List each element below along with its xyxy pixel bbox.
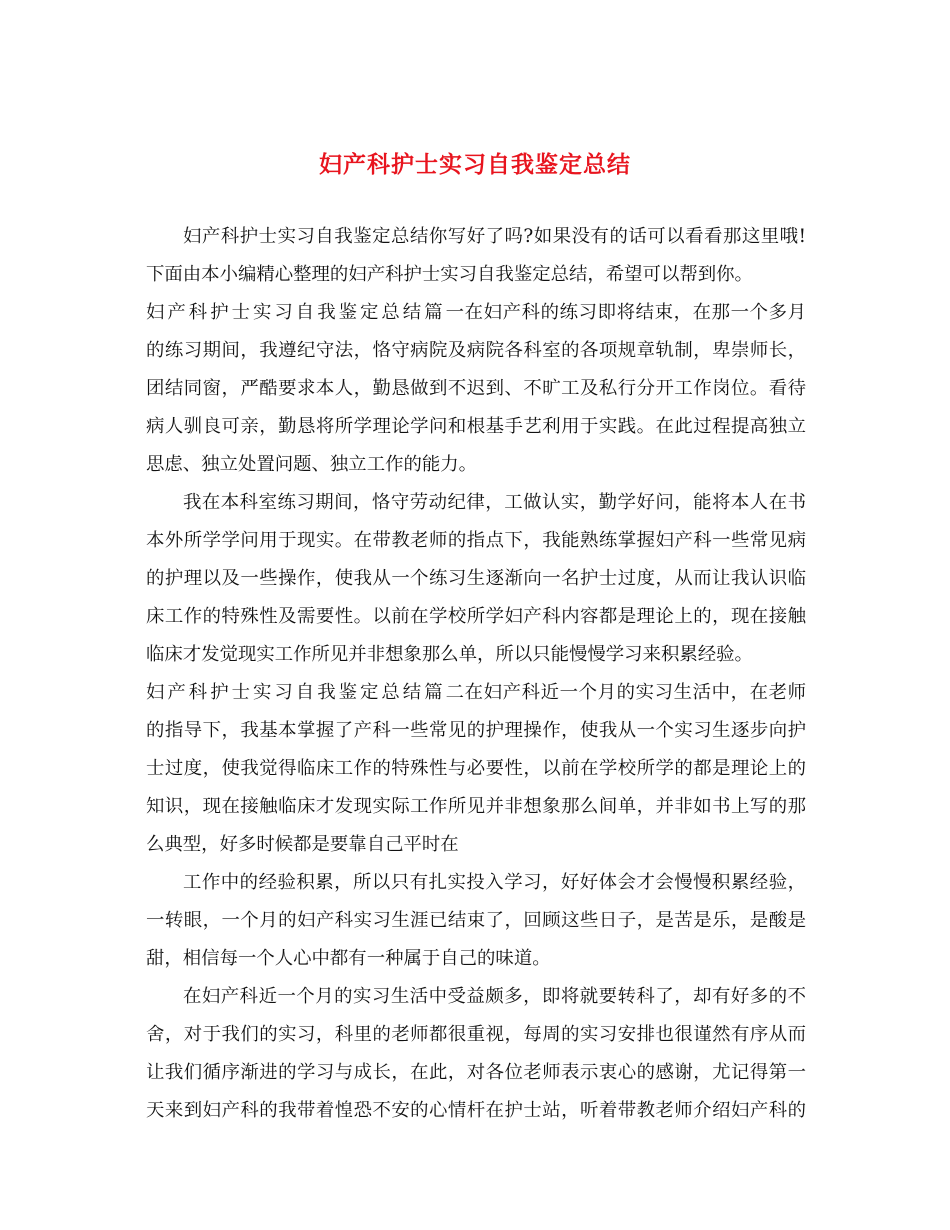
paragraph-line: 让我们循序渐进的学习与成长，在此，对各位老师表示衷心的感谢，尤记得第一 xyxy=(146,1062,806,1083)
section-heading-line xyxy=(146,674,806,712)
intro-line: 下面由本小编精心整理的妇产科护士实习自我鉴定总结，希望可以帮到你。 xyxy=(146,264,753,285)
paragraph-line: 床工作的特殊性及需要性。以前在学校所学妇产科内容都是理论上的，现在接触 xyxy=(146,606,806,627)
paragraph-line: 一转眼，一个月的妇产科实习生涯已结束了，回顾这些日子，是苦是乐，是酸是 xyxy=(146,910,806,931)
paragraph-line: 知识，现在接触临床才发现实际工作所见并非想象那么间单，并非如书上写的那 xyxy=(146,796,806,817)
paragraph-line: 的护理以及一些操作，使我从一个练习生逐渐向一名护士过度，从而让我认识临 xyxy=(146,568,806,589)
paragraph-line: 团结同窗，严酷要求本人，勤恳做到不迟到、不旷工及私行分开工作岗位。看待 xyxy=(146,378,806,399)
paragraph-line: 我在本科室练习期间，恪守劳动纪律，工做认实，勤学好问，能将本人在书 xyxy=(183,492,806,513)
section-heading: 妇产科护士实习自我鉴定总结篇二 xyxy=(146,682,464,703)
paragraph-line-text: 在妇产科近一个月的实习生活中，在老师 xyxy=(464,682,806,703)
paragraph-line: 士过度，使我觉得临床工作的特殊性与必要性，以前在学校所学的都是理论上的 xyxy=(146,758,806,779)
paragraph-line: 临床才发觉现实工作所见并非想象那么单，所以只能慢慢学习来积累经验。 xyxy=(146,644,753,665)
paragraph-line: 思虑、独立处置问题、独立工作的能力。 xyxy=(146,454,478,475)
paragraph-line: 的练习期间，我遵纪守法，恪守病院及病院各科室的各项规章轨制，卑崇师长， xyxy=(146,340,806,361)
paragraph-line: 工作中的经验积累，所以只有扎实投入学习，好好体会才会慢慢积累经验， xyxy=(183,872,806,893)
paragraph-line: 甜，相信每一个人心中都有一种属于自己的味道。 xyxy=(146,948,551,969)
section-heading-line xyxy=(146,294,806,332)
paragraph-line: 的指导下，我基本掌握了产科一些常见的护理操作，使我从一个实习生逐步向护 xyxy=(146,720,806,741)
document-body xyxy=(146,218,806,1130)
paragraph-line: 在妇产科近一个月的实习生活中受益颇多，即将就要转科了，却有好多的不 xyxy=(183,986,806,1007)
section-heading: 妇产科护士实习自我鉴定总结篇一 xyxy=(146,302,464,323)
intro-line: 妇产科护士实习自我鉴定总结你写好了吗?如果没有的话可以看看那这里哦! xyxy=(183,226,806,247)
paragraph-line: 本外所学学问用于现实。在带教老师的指点下，我能熟练掌握妇产科一些常见病 xyxy=(146,530,806,551)
document-title: 妇产科护士实习自我鉴定总结 xyxy=(319,151,631,178)
paragraph-line: 病人驯良可亲，勤恳将所学理论学问和根基手艺利用于实践。在此过程提高独立 xyxy=(146,416,806,437)
paragraph-line: 天来到妇产科的我带着惶恐不安的心情杆在护士站，听着带教老师介绍妇产科的 xyxy=(146,1100,806,1121)
paragraph-line: 么典型，好多时候都是要靠自己平时在 xyxy=(146,834,459,855)
paragraph-line-text: 在妇产科的练习即将结束，在那一个多月 xyxy=(464,302,806,323)
paragraph-line: 舍，对于我们的实习，科里的老师都很重视，每周的实习安排也很谨然有序从而 xyxy=(146,1024,806,1045)
